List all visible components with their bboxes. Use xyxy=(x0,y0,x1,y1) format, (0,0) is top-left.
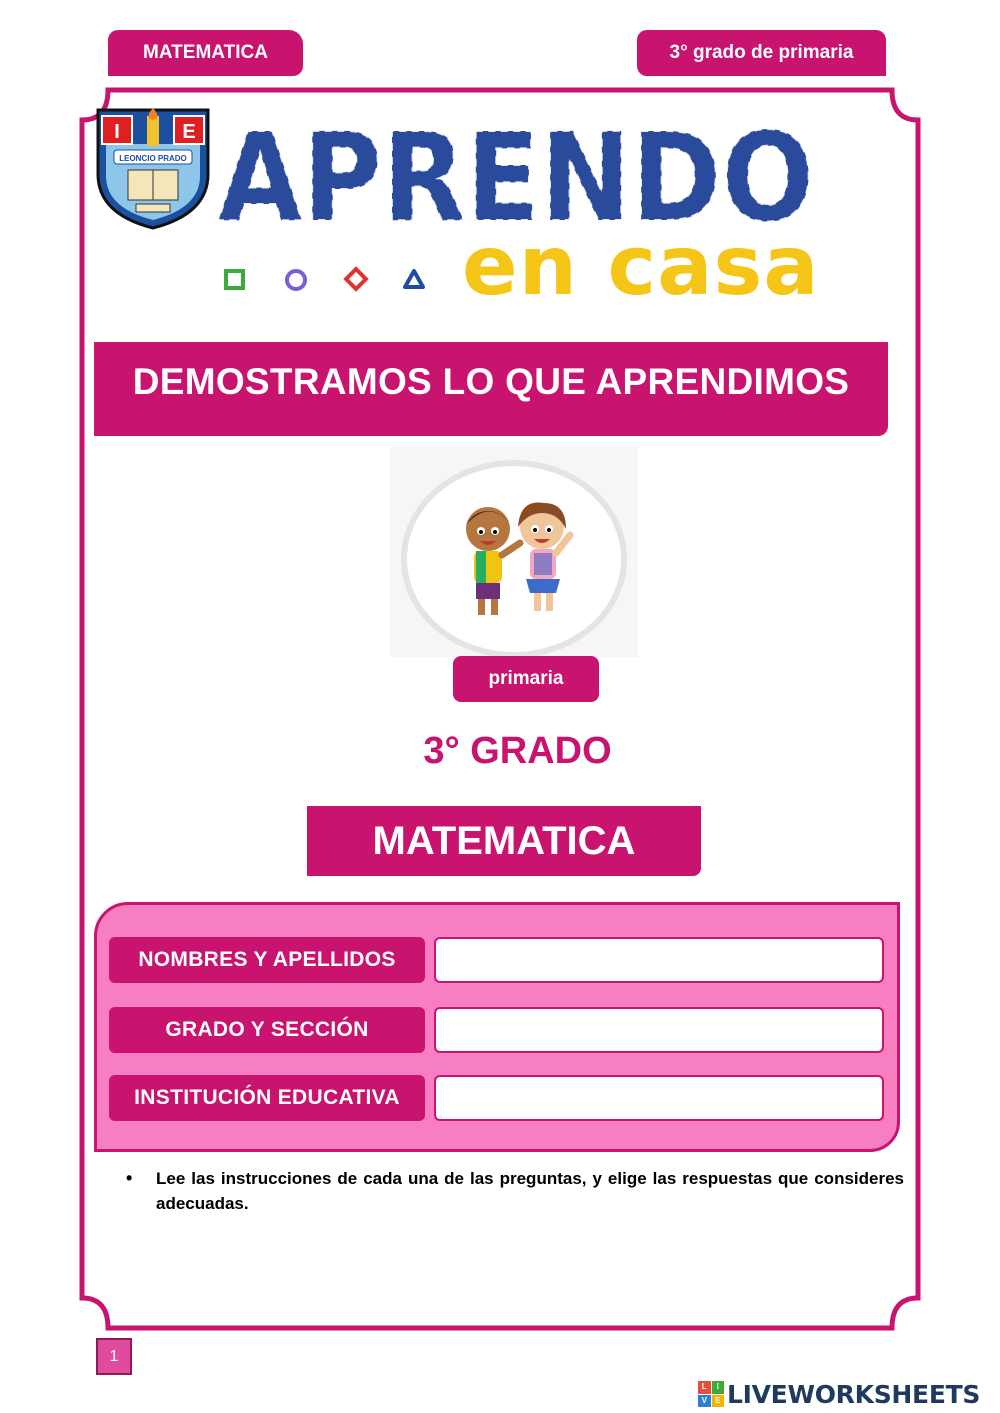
triangle-icon xyxy=(405,271,423,287)
grade-heading: 3° GRADO xyxy=(423,730,612,772)
aprendo-text: APRENDO xyxy=(218,118,814,238)
title-banner: DEMOSTRAMOS LO QUE APRENDIMOS xyxy=(94,342,888,436)
student-info-form xyxy=(94,902,900,1152)
grade-tab: 3° grado de primaria xyxy=(637,30,886,76)
en-casa-text: en casa xyxy=(462,219,820,314)
form-row-institution xyxy=(97,1075,897,1121)
level-pill: primaria xyxy=(453,656,599,702)
grade-section-label: GRADO Y SECCIÓN xyxy=(109,1007,425,1053)
kids-illustration xyxy=(390,447,638,657)
page-number: 1 xyxy=(96,1338,132,1375)
circle-icon xyxy=(287,271,305,289)
lw-icon-i: I xyxy=(712,1381,725,1394)
subject-banner: MATEMATICA xyxy=(307,806,701,876)
instructions-list xyxy=(126,1166,904,1216)
square-icon xyxy=(226,271,243,288)
institution-label: INSTITUCIÓN EDUCATIVA xyxy=(109,1075,425,1121)
name-field[interactable] xyxy=(434,937,884,983)
grade-section-field[interactable] xyxy=(434,1007,884,1053)
school-crest-logo xyxy=(92,104,214,230)
lw-icon-v: V xyxy=(698,1395,711,1408)
form-row-grade xyxy=(97,1007,897,1053)
form-row-name xyxy=(97,937,897,983)
crest-letter-e: E xyxy=(182,121,196,143)
liveworksheets-icon xyxy=(698,1381,724,1407)
institution-field[interactable] xyxy=(434,1075,884,1121)
subject-tab: MATEMATICA xyxy=(108,30,303,76)
liveworksheets-text: LIVEWORKSHEETS xyxy=(727,1379,981,1409)
shape-icons xyxy=(220,262,440,298)
instruction-item: • Lee las instrucciones de cada una de las preguntas, y elige las respuestas que consideres adecuadas. xyxy=(126,1166,904,1216)
liveworksheets-watermark[interactable] xyxy=(698,1378,980,1410)
lw-icon-e: E xyxy=(712,1395,725,1408)
crest-school-name: LEONCIO PRADO xyxy=(119,154,187,163)
crest-letter-i: I xyxy=(114,121,120,143)
diamond-icon xyxy=(346,269,366,289)
name-label: NOMBRES Y APELLIDOS xyxy=(109,937,425,983)
lw-icon-l: L xyxy=(698,1381,711,1394)
aprendo-stitch: APRENDO xyxy=(218,118,814,238)
